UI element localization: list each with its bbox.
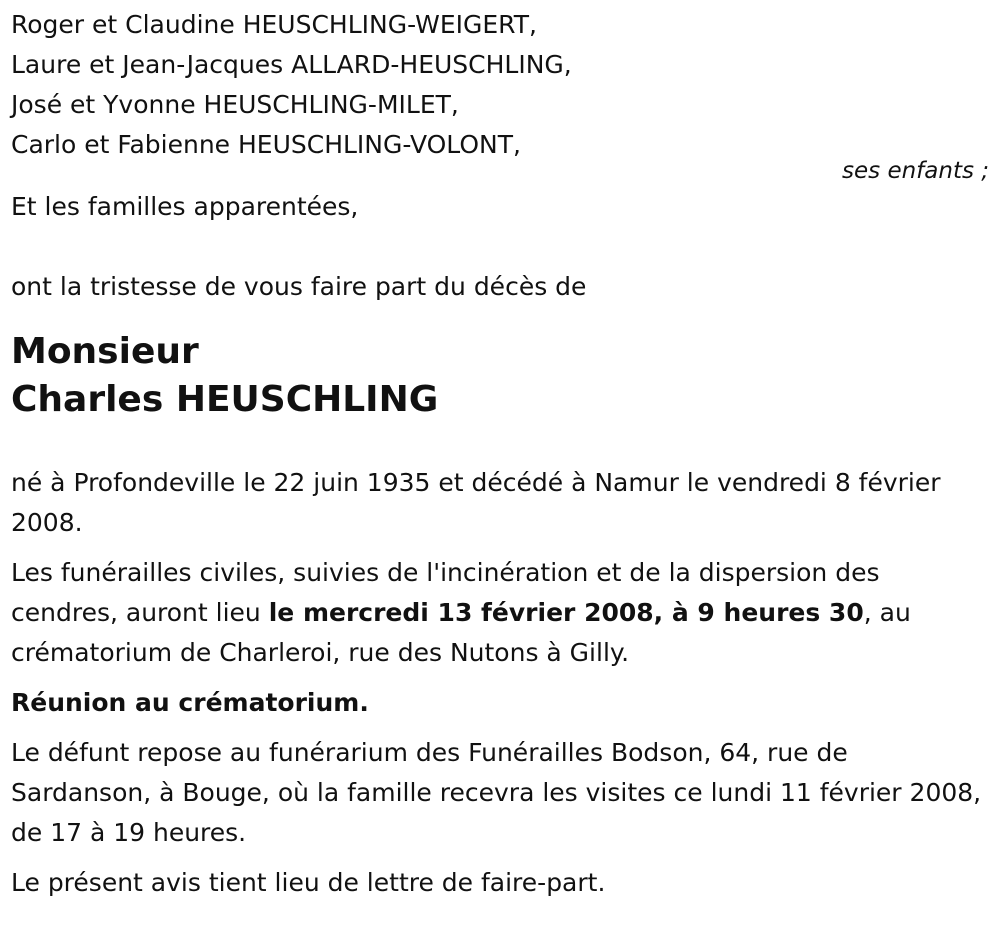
child-line: Laure et Jean-Jacques ALLARD-HEUSCHLING, — [11, 50, 572, 79]
deceased-title: Monsieur — [11, 331, 199, 372]
funeral-paragraph — [11, 553, 993, 673]
funeral-text-after: , au crématorium de Charleroi, rue des Nutons à Gilly. — [11, 598, 911, 667]
deceased-name: Charles HEUSCHLING — [11, 379, 439, 420]
announcement-line: ont la tristesse de vous faire part du décès de — [11, 272, 587, 301]
meeting-paragraph: Réunion au crématorium. — [11, 688, 369, 717]
child-line: Carlo et Fabienne HEUSCHLING-VOLONT, — [11, 130, 521, 159]
families-line: Et les familles apparentées, — [11, 192, 359, 221]
visitation-paragraph: Le défunt repose au funérarium des Funérailles Bodson, 64, rue de Sardanson, à Bouge, où la famille recevra les visites ce lundi 11 février 2008, de 17 à 19 heures. — [11, 738, 982, 847]
obituary-notice — [11, 5, 993, 903]
funeral-text-before: Les funérailles civiles, suivies de l'incinération et de la dispersion des cendres, auront lieu — [11, 558, 880, 627]
child-line: Roger et Claudine HEUSCHLING-WEIGERT, — [11, 10, 537, 39]
child-line: José et Yvonne HEUSCHLING-MILET, — [11, 90, 459, 119]
notice-paragraph: Le présent avis tient lieu de lettre de faire-part. — [11, 868, 606, 897]
deceased-name-block — [11, 328, 993, 424]
children-list — [11, 5, 993, 165]
funeral-date-time: le mercredi 13 février 2008, à 9 heures 30 — [268, 598, 864, 627]
details — [11, 463, 993, 903]
children-role: ses enfants ; — [842, 158, 989, 184]
spacer — [11, 227, 993, 267]
birth-death-paragraph: né à Profondeville le 22 juin 1935 et décédé à Namur le vendredi 8 février 2008. — [11, 468, 941, 537]
